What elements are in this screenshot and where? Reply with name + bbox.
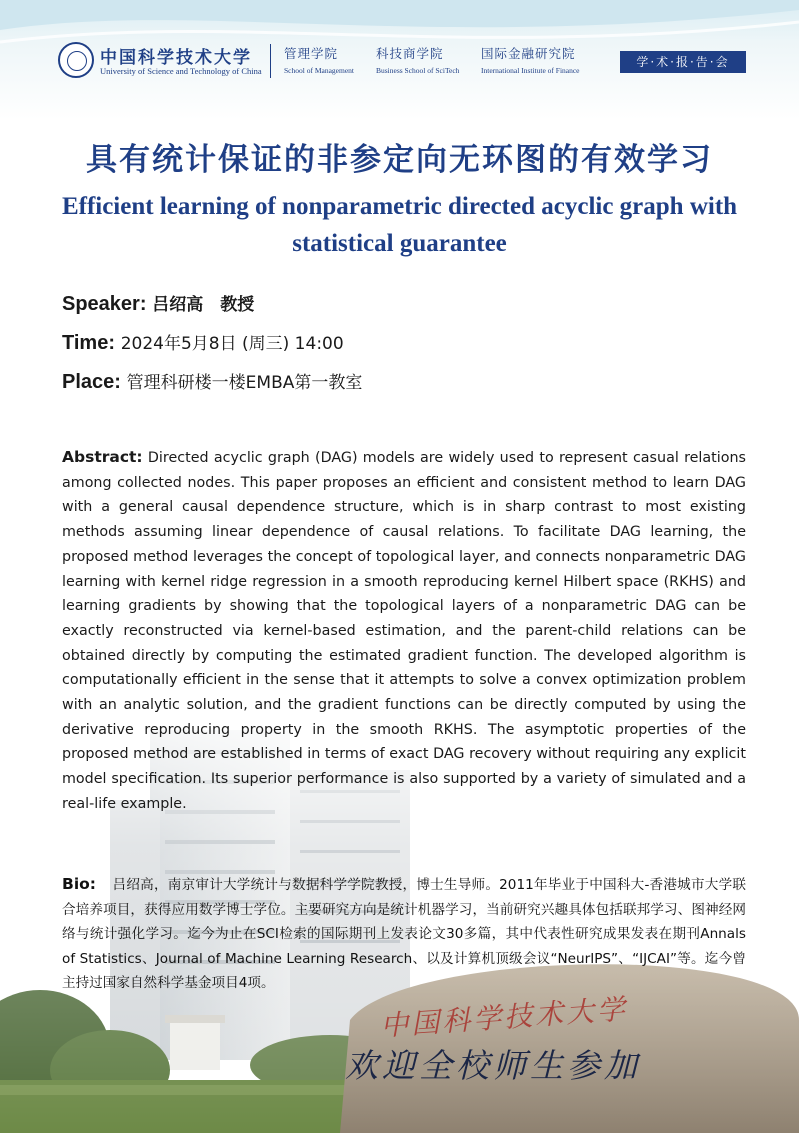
bio-section <box>62 872 746 996</box>
university-name-en: University of Science and Technology of China <box>100 66 262 76</box>
header-bar <box>58 40 748 82</box>
time-value: 2024年5月8日 (周三) 14:00 <box>120 334 344 354</box>
school-name-cn: 科技商学院 <box>376 46 444 61</box>
school-name-en: School of Management <box>284 66 354 75</box>
bio-text: 吕绍高，南京审计大学统计与数据科学学院教授，博士生导师。2011年毕业于中国科大-香港城市大学联合培养项目，获得应用数学博士学位。主要研究方向是统计机器学习，当前研究兴趣具体包括联邦学习、图神经网络与统计强化学习。迄今为止在SCI检索的国际期刊上发表论文30多篇，其中代表性研究成果发表在期刊Annals of Statistics、Journal of Machine Learning Research、以及计算机顶级会议“NeurIPS”、“IJCAI”等。迄今曾主持过国家自然科学基金项目4项。 <box>62 877 747 991</box>
place-value: 管理科研楼一楼EMBA第一教室 <box>126 373 363 393</box>
school-finance-institute <box>481 44 580 75</box>
lecture-badge: 学·术·报·告·会 <box>620 51 746 73</box>
welcome-slogan: 欢迎全校师生参加 <box>345 1046 641 1085</box>
school-name-cn: 国际金融研究院 <box>481 46 576 61</box>
place-line <box>62 368 362 394</box>
bio-label: Bio: <box>62 875 96 893</box>
speaker-value: 吕绍高 教授 <box>152 295 255 315</box>
header-divider <box>270 44 271 78</box>
school-business-scitech <box>376 44 459 75</box>
school-management <box>284 44 354 75</box>
time-label: Time: <box>62 332 115 354</box>
university-seal-icon <box>58 42 94 78</box>
speaker-label: Speaker: <box>62 293 147 315</box>
speaker-line <box>62 290 254 316</box>
title-chinese: 具有统计保证的非参定向无环图的有效学习 <box>86 142 713 178</box>
school-name-cn: 管理学院 <box>284 46 339 61</box>
university-name-cn: 中国科学技术大学 <box>100 48 252 68</box>
abstract-text: Directed acyclic graph (DAG) models are widely used to represent casual relations among collected nodes. This paper proposes an efficient and consistent method to learn DAG with a general causal dependence structure, which is in sharp contrast to most existing methods assuming linear dependence of causal relations. To facilitate DAG learning, the proposed method leverages the concept of topological layer, and connects nonparametric DAG learning with kernel ridge regression in a smooth reproducing kernel Hilbert space (RKHS) and learning gradients by showing that the topological layers of a nonparametric DAG can be exactly reconstructed via kernel-based estimation, and the parent-child relations can be obtained directly by computing the estimated gradient function. The developed algorithm is computationally efficient in the sense that it attempts to solve a convex optimization problem with an analytic solution, and the gradient functions can be directly computed by using the derivative reproducing property in the smooth RKHS. The asymptotic properties of the proposed method are established in terms of exact DAG recovery without requiring any explicit model specification. Its superior performance is also supported by a variety of simulated and a real-life example. <box>62 450 747 812</box>
abstract-label: Abstract: <box>62 448 143 466</box>
abstract-section <box>62 445 746 817</box>
rock-inscription: 中国科学技术大学 <box>379 992 629 1043</box>
place-label: Place: <box>62 371 121 393</box>
time-line <box>62 329 344 355</box>
title-english: Efficient learning of nonparametric directed acyclic graph with statistical guarantee <box>61 193 738 257</box>
school-name-en: Business School of SciTech <box>376 66 460 75</box>
school-name-en: International Institute of Finance <box>481 66 580 75</box>
